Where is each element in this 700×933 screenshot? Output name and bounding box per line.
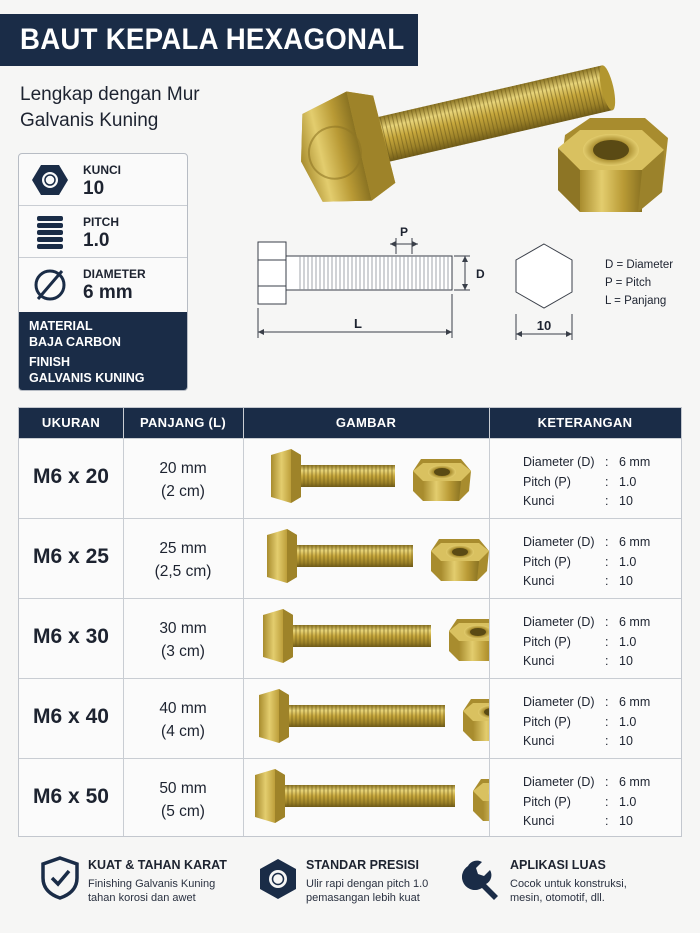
- feature-kuat-line2: tahan korosi dan awet: [88, 892, 196, 904]
- col-gambar: GAMBAR: [335, 415, 397, 430]
- table-row: [19, 518, 681, 598]
- desc-diameter-key: Diameter (D): [523, 615, 595, 629]
- feature-kuat-desc: [88, 877, 215, 905]
- size-table: [18, 407, 682, 837]
- feature-presisi-desc: [306, 877, 428, 905]
- row-length: [123, 777, 243, 823]
- desc-colon: :: [605, 535, 609, 549]
- desc-kunci-value: 10: [619, 734, 633, 748]
- hex-nut-icon: [31, 162, 69, 198]
- row-description: [523, 693, 650, 752]
- row-description: [523, 773, 650, 832]
- row-size: M6 x 50: [33, 785, 109, 808]
- desc-pitch-key: Pitch (P): [523, 794, 571, 809]
- row-description: [523, 533, 650, 592]
- row-length-mm: 50 mm: [159, 780, 207, 797]
- diameter-icon: [31, 266, 69, 302]
- desc-kunci-key: Kunci: [523, 654, 555, 668]
- col-ukuran: UKURAN: [41, 415, 101, 430]
- row-nut: [431, 539, 489, 581]
- row-size: M6 x 40: [33, 705, 109, 728]
- finish-value: GALVANIS KUNING: [29, 371, 145, 385]
- spec-diameter: [19, 258, 188, 310]
- row-length: [123, 617, 243, 663]
- desc-colon: :: [605, 775, 609, 789]
- spec-pitch-label: PITCH: [83, 215, 119, 229]
- spec-card: [18, 153, 188, 391]
- row-length-mm: 25 mm: [159, 540, 207, 557]
- feature-kuat-title: KUAT & TAHAN KARAT: [88, 858, 227, 872]
- feature-aplikasi-title: APLIKASI LUAS: [510, 858, 606, 872]
- table-row: [19, 678, 681, 758]
- desc-pitch-key: Pitch (P): [523, 634, 571, 649]
- desc-colon: :: [605, 455, 609, 469]
- spec-pitch-value: 1.0: [83, 230, 110, 251]
- row-bolt-nut-image: [243, 599, 489, 679]
- legend-diameter: D = Diameter: [605, 259, 674, 271]
- desc-colon: :: [605, 814, 609, 828]
- feature-presisi-title: STANDAR PRESISI: [306, 858, 419, 872]
- desc-pitch-key: Pitch (P): [523, 714, 571, 729]
- desc-diameter-value: 6 mm: [619, 775, 651, 789]
- row-length-cm: (2 cm): [161, 483, 205, 500]
- table-header: [19, 408, 681, 438]
- feature-aplikasi-line2: mesin, otomotif, dll.: [510, 892, 605, 904]
- row-length-cm: (2,5 cm): [154, 563, 212, 580]
- diagram-legend: [605, 256, 673, 310]
- col-keterangan: KETERANGAN: [537, 415, 633, 430]
- feature-presisi-line1: Ulir rapi dengan pitch 1.0: [306, 878, 429, 890]
- desc-diameter-key: Diameter (D): [523, 535, 595, 549]
- spec-kunci-label: KUNCI: [83, 163, 121, 177]
- desc-diameter-value: 6 mm: [619, 615, 651, 629]
- desc-pitch-value: 1.0: [619, 794, 637, 809]
- desc-colon: :: [605, 654, 609, 668]
- hex-nut-icon: [258, 856, 298, 900]
- row-length: [123, 697, 243, 743]
- spec-kunci-value: 10: [83, 178, 105, 199]
- wrench-icon: [462, 856, 502, 900]
- desc-diameter-key: Diameter (D): [523, 775, 595, 789]
- row-bolt-nut-image: [243, 759, 489, 839]
- row-length-cm: (3 cm): [161, 643, 205, 660]
- desc-diameter-key: Diameter (D): [523, 455, 595, 469]
- hero-nut: [558, 118, 668, 212]
- desc-colon: :: [605, 574, 609, 588]
- row-length: [123, 537, 243, 583]
- desc-colon: :: [605, 554, 609, 569]
- desc-colon: :: [605, 695, 609, 709]
- dim-label-d: D: [476, 267, 485, 281]
- row-length-mm: 30 mm: [159, 620, 207, 637]
- legend-panjang: L = Panjang: [605, 295, 667, 307]
- finish-label: FINISH: [29, 355, 70, 369]
- material-label: MATERIAL: [29, 319, 93, 333]
- table-row: [19, 438, 681, 518]
- desc-kunci-value: 10: [619, 814, 633, 828]
- row-length-cm: (5 cm): [161, 803, 205, 820]
- row-description: [523, 613, 650, 672]
- spec-diameter-label: DIAMETER: [83, 267, 146, 281]
- row-bolt-nut-image: [243, 679, 489, 759]
- feature-aplikasi-line1: Cocok untuk konstruksi,: [510, 878, 627, 890]
- desc-colon: :: [605, 714, 609, 729]
- desc-kunci-key: Kunci: [523, 494, 555, 508]
- subtitle: [20, 82, 200, 134]
- desc-kunci-value: 10: [619, 574, 633, 588]
- row-size: M6 x 25: [33, 545, 109, 568]
- feature-kuat-line1: Finishing Galvanis Kuning: [88, 878, 216, 890]
- legend-pitch: P = Pitch: [605, 277, 652, 289]
- table-row: [19, 598, 681, 678]
- desc-diameter-value: 6 mm: [619, 455, 651, 469]
- row-length-mm: 40 mm: [159, 700, 207, 717]
- subtitle-line-1: Lengkap dengan Mur: [20, 84, 200, 105]
- desc-colon: :: [605, 494, 609, 508]
- desc-pitch-key: Pitch (P): [523, 554, 571, 569]
- page-title: BAUT KEPALA HEXAGONAL: [20, 23, 405, 56]
- row-length: [123, 457, 243, 503]
- desc-pitch-value: 1.0: [619, 714, 637, 729]
- desc-colon: :: [605, 794, 609, 809]
- table-row: [19, 758, 681, 838]
- subtitle-line-2: Galvanis Kuning: [20, 110, 159, 131]
- feature-aplikasi-desc: [510, 877, 627, 905]
- row-nut: [463, 699, 489, 741]
- col-panjang: PANJANG (L): [139, 415, 227, 430]
- dim-label-kunci: 10: [536, 318, 552, 333]
- desc-colon: :: [605, 734, 609, 748]
- row-nut: [473, 779, 489, 821]
- row-bolt-nut-image: [243, 519, 489, 599]
- desc-diameter-value: 6 mm: [619, 535, 651, 549]
- desc-pitch-value: 1.0: [619, 554, 637, 569]
- desc-kunci-value: 10: [619, 654, 633, 668]
- desc-diameter-value: 6 mm: [619, 695, 651, 709]
- row-description: [523, 453, 650, 512]
- spec-diameter-value: 6 mm: [83, 282, 133, 303]
- desc-pitch-value: 1.0: [619, 474, 637, 489]
- desc-pitch-key: Pitch (P): [523, 474, 571, 489]
- desc-diameter-key: Diameter (D): [523, 695, 595, 709]
- desc-kunci-key: Kunci: [523, 734, 555, 748]
- feature-presisi-line2: pemasangan lebih kuat: [306, 892, 420, 904]
- shield-check-icon: [40, 856, 80, 900]
- row-nut: [449, 619, 489, 661]
- desc-colon: :: [605, 474, 609, 489]
- row-nut: [413, 459, 471, 501]
- desc-kunci-value: 10: [619, 494, 633, 508]
- desc-kunci-key: Kunci: [523, 574, 555, 588]
- desc-colon: :: [605, 634, 609, 649]
- desc-pitch-value: 1.0: [619, 634, 637, 649]
- technical-diagram: [250, 222, 595, 347]
- dim-label-p: P: [399, 225, 409, 239]
- spec-kunci: [19, 154, 188, 206]
- desc-kunci-key: Kunci: [523, 814, 555, 828]
- desc-colon: :: [605, 615, 609, 629]
- row-length-cm: (4 cm): [161, 723, 205, 740]
- row-size: M6 x 20: [33, 465, 109, 488]
- hero-bolt-and-nut-image: [290, 30, 680, 220]
- spec-material-finish: [19, 312, 188, 391]
- material-value: BAJA CARBON: [29, 335, 121, 349]
- row-size: M6 x 30: [33, 625, 109, 648]
- row-length-mm: 20 mm: [159, 460, 207, 477]
- thread-icon: [31, 214, 69, 250]
- spec-pitch: [19, 206, 188, 258]
- row-bolt-nut-image: [243, 439, 489, 519]
- dim-label-l: L: [354, 316, 362, 331]
